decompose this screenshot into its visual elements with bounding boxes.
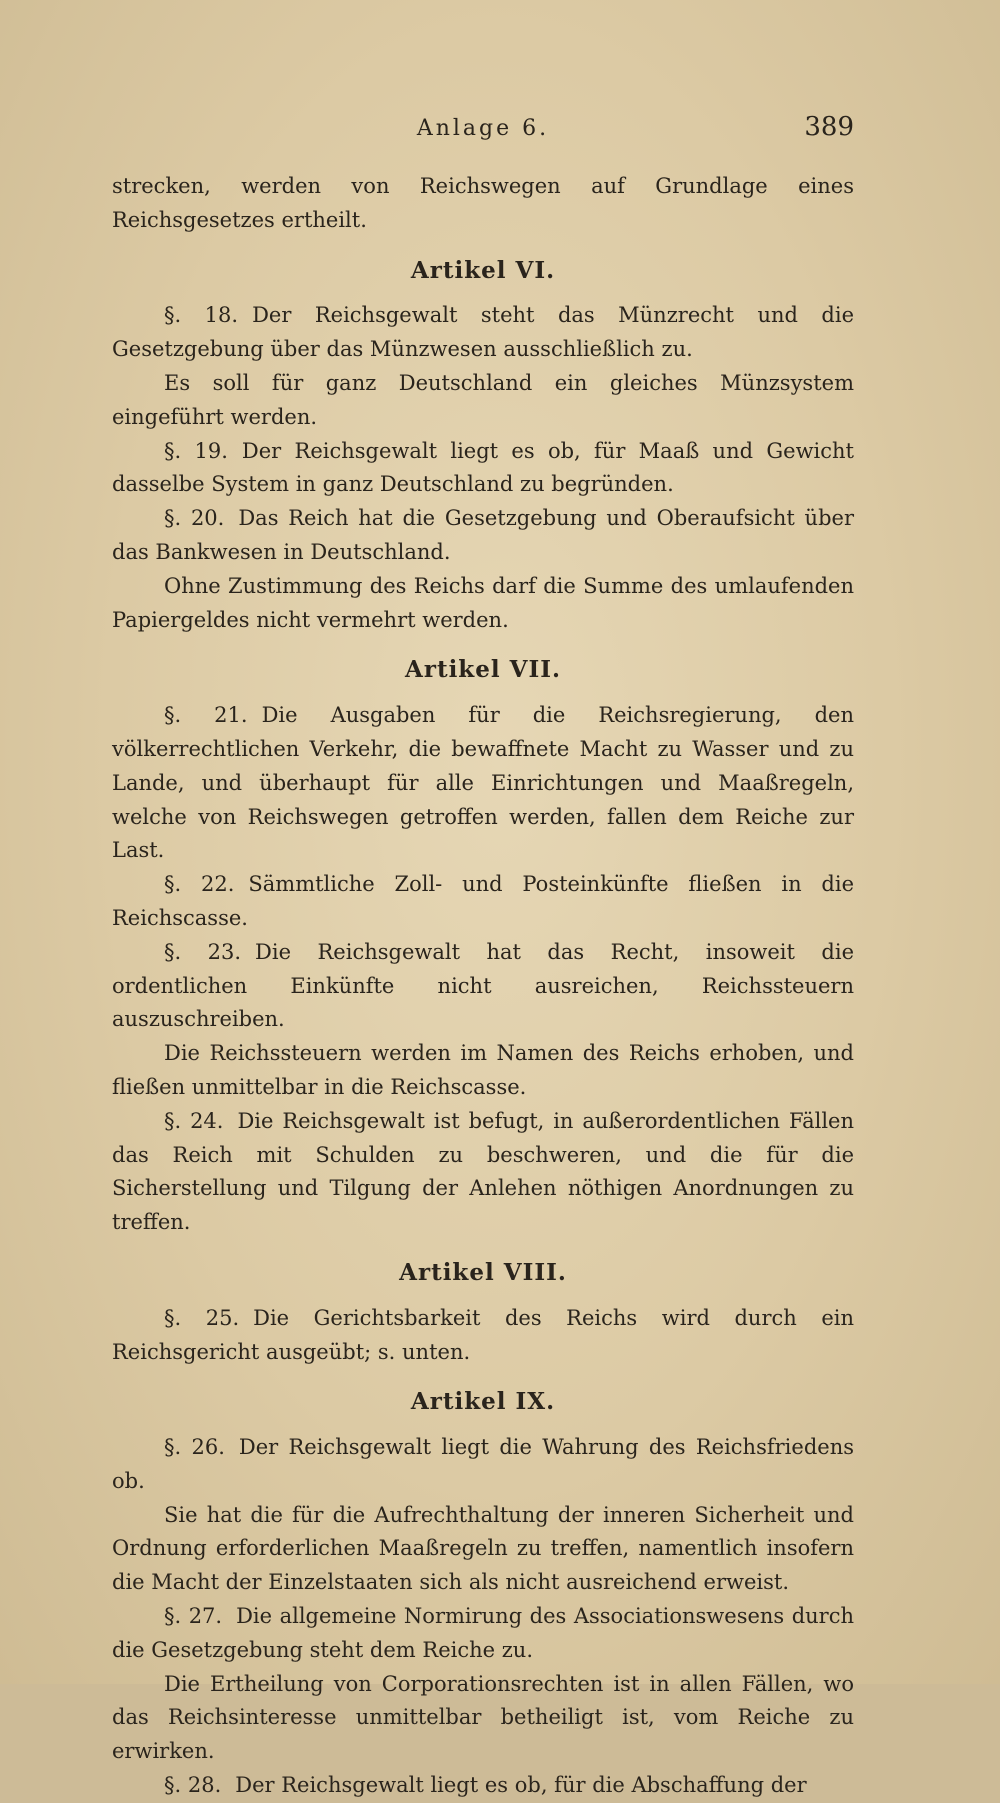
- paragraph-23b: Die Reichssteuern werden im Namen des Reichs erhoben, und fließen unmittelbar in die Reichscasse.: [112, 1041, 854, 1099]
- paragraph-18b: Es soll für ganz Deutschland ein gleiches Münzsystem eingeführt werden.: [112, 370, 854, 429]
- section-number: §. 18.: [164, 303, 239, 328]
- section-text: Das Reich hat die Gesetzgebung und Oberaufsicht über das Bankwesen in Deutschland.: [112, 506, 854, 564]
- paragraph-27b: Die Ertheilung von Corporationsrechten ist in allen Fällen, wo das Reichsinteresse unmittelbar betheiligt ist, vom Reiche zu erwirken.: [112, 1671, 854, 1764]
- section-23: [112, 936, 854, 1037]
- section-number: §. 20.: [164, 506, 225, 531]
- section-text: Die Ausgaben für die Reichsregierung, den völkerrechtlichen Verkehr, die bewaffnete Macht zu Wasser und zu Lande, und überhaupt für alle Einrichtungen und Maaßregeln, welche von Reichswegen getroffen werden, fallen dem Reiche zur Last.: [112, 703, 854, 863]
- section-text: Der Reichsgewalt liegt die Wahrung des Reichsfriedens ob.: [112, 1435, 854, 1493]
- section-22: [112, 868, 854, 936]
- section-text: Sämmtliche Zoll- und Posteinkünfte fließen in die Reichscasse.: [112, 872, 854, 930]
- section-28: [112, 1769, 854, 1803]
- section-number: §. 24.: [164, 1108, 224, 1133]
- section-24: [112, 1105, 854, 1240]
- heading-artikel-vii: Artikel VII.: [404, 656, 561, 684]
- heading-artikel-ix: Artikel IX.: [410, 1388, 556, 1416]
- section-19: [112, 435, 854, 503]
- section-number: §. 26.: [164, 1435, 225, 1460]
- section-number: §. 27.: [164, 1604, 223, 1629]
- section-20: [112, 502, 854, 570]
- section-number: §. 23.: [164, 939, 242, 964]
- section-text: Die allgemeine Normirung des Associationswesens durch die Gesetzgebung steht dem Reiche zu.: [112, 1604, 855, 1662]
- section-text: Der Reichsgewalt liegt es ob, für die Abschaffung der: [235, 1773, 807, 1798]
- section-number: §. 28.: [164, 1773, 222, 1798]
- section-26: [112, 1431, 854, 1499]
- section-25: [112, 1302, 854, 1370]
- section-number: §. 22.: [164, 872, 235, 897]
- paragraph-continuation: strecken, werden von Reichswegen auf Grundlage eines Reichsgesetzes ertheilt.: [112, 174, 854, 232]
- page-header: [112, 112, 854, 152]
- section-number: §. 19.: [164, 438, 228, 463]
- page-body: [112, 170, 854, 1803]
- page-number: 389: [804, 112, 854, 142]
- section-18: [112, 299, 854, 367]
- section-21: [112, 699, 854, 868]
- paragraph-26b: Sie hat die für die Aufrechthaltung der inneren Sicherheit und Ordnung erforderlichen Maaßregeln zu treffen, namentlich insofern die Macht der Einzelstaaten sich als nicht ausreichend erweist.: [112, 1502, 854, 1595]
- section-text: Die Reichsgewalt ist befugt, in außerordentlichen Fällen das Reich mit Schulden zu beschweren, und die für die Sicherstellung und Tilgung der Anlehen nöthigen Anordnungen zu treffen.: [112, 1108, 855, 1235]
- section-number: §. 21.: [164, 703, 248, 728]
- heading-artikel-viii: Artikel VIII.: [399, 1258, 567, 1286]
- section-text: Die Reichsgewalt hat das Recht, insoweit die ordentlichen Einkünfte nicht ausreichen, Reichssteuern auszuschreiben.: [112, 939, 855, 1032]
- section-text: Der Reichsgewalt steht das Münzrecht und die Gesetzgebung über das Münzwesen ausschließlich zu.: [112, 303, 854, 362]
- section-27: [112, 1600, 854, 1668]
- section-text: Der Reichsgewalt liegt es ob, für Maaß und Gewicht dasselbe System in ganz Deutschland zu begründen.: [112, 438, 854, 497]
- section-text: Die Gerichtsbarkeit des Reichs wird durch ein Reichsgericht ausgeübt; s. unten.: [112, 1305, 854, 1364]
- running-head: Anlage 6.: [416, 116, 550, 141]
- paragraph-20b: Ohne Zustimmung des Reichs darf die Summe des umlaufenden Papiergeldes nicht vermehrt werden.: [112, 573, 854, 632]
- heading-artikel-vi: Artikel VI.: [410, 256, 556, 284]
- section-number: §. 25.: [164, 1305, 240, 1330]
